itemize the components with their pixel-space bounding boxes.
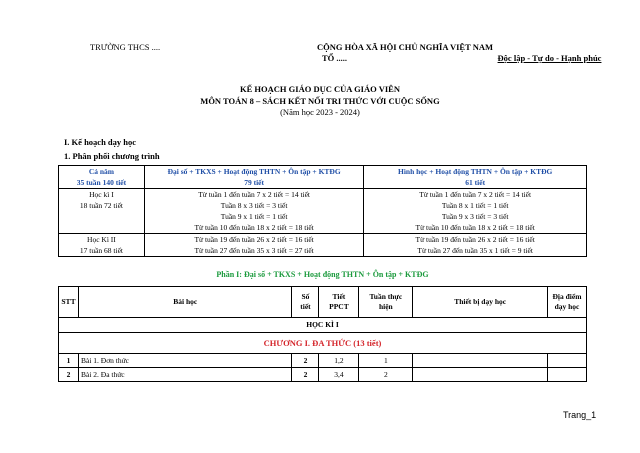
title-line-1: KẾ HOẠCH GIÁO DỤC CỦA GIÁO VIÊN	[240, 84, 400, 94]
semester-2-row	[59, 234, 587, 257]
distribution-header-row	[59, 166, 587, 189]
semester-2-algebra	[144, 234, 364, 257]
nation-header	[285, 42, 602, 64]
col-year-l2: 35 tuần 140 tiết	[76, 178, 127, 187]
semester-1-row	[59, 189, 587, 234]
col-geometry-l1: Hình học + Hoạt động THTN + Ôn tập + KTĐG	[398, 167, 553, 176]
col-geometry-l2: 61 tiết	[465, 178, 486, 187]
semester-2-weeks: 17 tuần 68 tiết	[79, 246, 123, 255]
semester-2-geometry	[364, 234, 587, 257]
national-motto: Độc lập - Tự do - Hạnh phúc	[497, 53, 602, 63]
semester-label: HỌC KÌ I	[59, 318, 587, 333]
th-lesson: Bài học	[78, 287, 291, 318]
row-ppct: 1,2	[319, 354, 359, 368]
phase-title: Phần I: Đại số + TKXS + Hoạt động THTN + Ôn tập + KTĐG	[216, 270, 429, 279]
schedule-line: Tuần 9 x 1 tiết = 1 tiết	[220, 212, 288, 221]
row-stt: 1	[59, 354, 79, 368]
row-lesson: Bài 1. Đơn thức	[78, 354, 291, 368]
th-periods	[292, 287, 319, 318]
th-ppct-l2: PPCT	[329, 302, 349, 311]
row-place	[548, 354, 587, 368]
th-week	[359, 287, 413, 318]
col-algebra-l1: Đại số + TKXS + Hoạt động THTN + Ôn tập + KTĐG	[167, 167, 341, 176]
th-stt: STT	[59, 287, 79, 318]
row-periods: 2	[292, 354, 319, 368]
lesson-table-header	[59, 287, 587, 318]
th-place-l2: dạy học	[554, 302, 580, 311]
schedule-line: Từ tuần 1 đến tuần 7 x 2 tiết = 14 tiết	[419, 190, 532, 199]
section-heading-2: 1. Phân phối chương trình	[64, 151, 160, 161]
row-week: 1	[359, 354, 413, 368]
row-periods: 2	[292, 368, 319, 382]
th-ppct-l1: Tiết	[332, 292, 346, 301]
row-place	[548, 368, 587, 382]
col-year	[59, 166, 145, 189]
lesson-table	[58, 286, 587, 382]
nation-name: CỘNG HÒA XÃ HỘI CHỦ NGHĨA VIỆT NAM	[316, 42, 494, 52]
title-line-2: MÔN TOÁN 8 – SÁCH KẾT NỐI TRI THỨC VỚI CUỘC SỐNG	[200, 95, 440, 106]
row-ppct: 3,4	[319, 368, 359, 382]
semester-1-cell	[59, 189, 145, 234]
schedule-line: Từ tuần 1 đến tuần 7 x 2 tiết = 14 tiết	[198, 190, 311, 199]
semester-row	[59, 318, 587, 333]
schedule-line: Tuần 9 x 3 tiết = 3 tiết	[441, 212, 509, 221]
semester-1-geometry	[364, 189, 587, 234]
semester-1-weeks: 18 tuần 72 tiết	[79, 201, 123, 210]
col-algebra	[144, 166, 364, 189]
semester-2-cell	[59, 234, 145, 257]
col-algebra-l2: 79 tiết	[244, 178, 265, 187]
schedule-line: Từ tuần 19 đến tuần 26 x 2 tiết = 16 tiết	[194, 235, 314, 244]
row-week: 2	[359, 368, 413, 382]
table-row	[59, 354, 587, 368]
chapter-row	[59, 333, 587, 354]
th-equipment: Thiết bị dạy học	[413, 287, 548, 318]
th-ppct	[319, 287, 359, 318]
row-equipment	[413, 368, 548, 382]
th-week-l2: hiện	[378, 302, 393, 311]
th-periods-l2: tiết	[300, 302, 311, 311]
school-name: TRƯỜNG THCS ....	[89, 42, 161, 52]
schedule-line: Từ tuần 10 đến tuần 18 x 2 tiết = 18 tiết	[415, 223, 535, 232]
chapter-label: CHƯƠNG I. ĐA THỨC (13 tiết)	[59, 333, 587, 354]
th-place-l1: Địa điểm	[552, 292, 582, 301]
schedule-line: Từ tuần 19 đến tuần 26 x 2 tiết = 16 tiết	[415, 235, 535, 244]
distribution-table	[58, 165, 587, 257]
semester-1-algebra	[144, 189, 364, 234]
col-year-l1: Cả năm	[88, 167, 115, 176]
schedule-line: Từ tuần 10 đến tuần 18 x 2 tiết = 18 tiết	[194, 223, 314, 232]
col-geometry	[364, 166, 587, 189]
row-stt: 2	[59, 368, 79, 382]
schedule-line: Tuần 8 x 3 tiết = 3 tiết	[220, 201, 288, 210]
school-year: (Năm học 2023 - 2024)	[280, 107, 360, 117]
school-header	[70, 42, 348, 64]
table-row	[59, 368, 587, 382]
group-name: TỔ .....	[321, 53, 348, 63]
schedule-line: Tuần 8 x 1 tiết = 1 tiết	[441, 201, 509, 210]
page-number: Trang_1	[563, 410, 597, 420]
th-place	[548, 287, 587, 318]
semester-1-label: Học kì I	[89, 190, 114, 199]
schedule-line: Từ tuần 27 đến tuần 35 x 3 tiết = 27 tiết	[194, 246, 314, 255]
schedule-line: Từ tuần 27 đến tuần 35 x 1 tiết = 9 tiết	[417, 246, 533, 255]
th-week-l1: Tuần thực	[369, 292, 403, 301]
section-heading-1: I. Kế hoạch dạy học	[64, 137, 137, 147]
semester-2-label: Học Kì II	[87, 235, 116, 244]
th-periods-l1: Số	[301, 292, 310, 301]
row-lesson: Bài 2. Đa thức	[78, 368, 291, 382]
document-title	[120, 84, 520, 119]
row-equipment	[413, 354, 548, 368]
